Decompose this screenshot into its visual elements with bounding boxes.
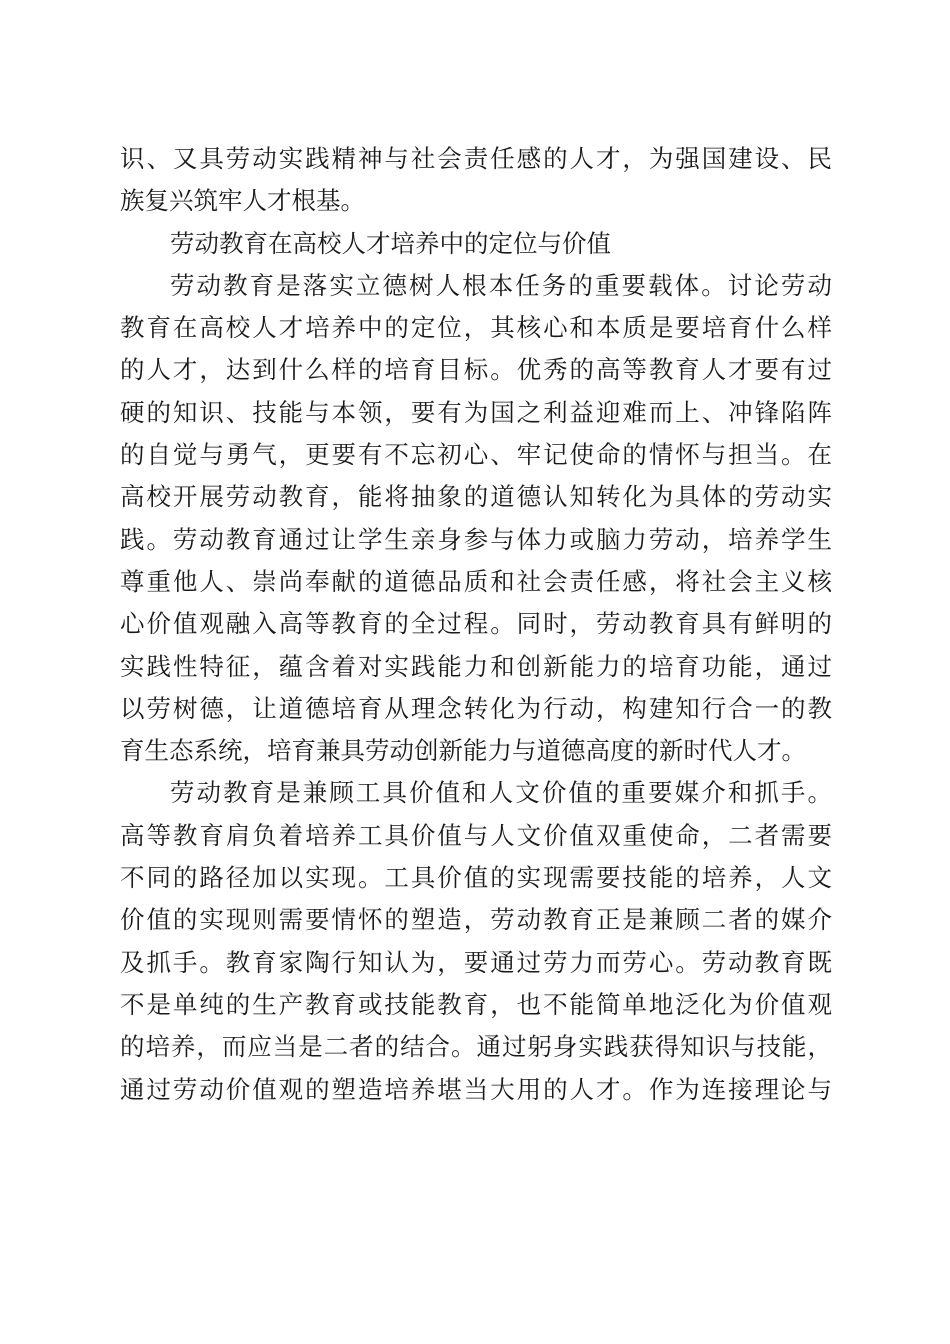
body-text [120, 138, 832, 1111]
text-line: 高等教育肩负着培养工具价值与人文价值双重使命，二者需要 [120, 820, 832, 850]
text-line: 劳动教育是落实立德树人根本任务的重要载体。讨论劳动 [170, 270, 832, 300]
text-line: 不是单纯的生产教育或技能教育，也不能简单地泛化为价值观 [120, 989, 832, 1019]
text-line: 的人才，达到什么样的培育目标。优秀的高等教育人才要有过 [120, 355, 832, 385]
text-line: 及抓手。教育家陶行知认为，要通过劳力而劳心。劳动教育既 [120, 947, 832, 977]
text-line: 硬的知识、技能与本领，要有为国之利益迎难而上、冲锋陷阵 [120, 397, 832, 427]
text-line: 识、又具劳动实践精神与社会责任感的人才，为强国建设、民 [120, 144, 832, 173]
text-line: 心价值观融入高等教育的全过程。同时，劳动教育具有鲜明的 [120, 609, 832, 639]
text-line: 教育在高校人才培养中的定位，其核心和本质是要培育什么样 [120, 313, 832, 343]
text-line: 不同的路径加以实现。工具价值的实现需要技能的培养，人文 [120, 863, 832, 893]
text-line: 践。劳动教育通过让学生亲身参与体力或脑力劳动，培养学生 [120, 524, 832, 554]
text-line: 价值的实现则需要情怀的塑造，劳动教育正是兼顾二者的媒介 [120, 905, 832, 935]
text-line: 高校开展劳动教育，能将抽象的道德认知转化为具体的劳动实 [120, 482, 832, 512]
text-line: 的培养，而应当是二者的结合。通过躬身实践获得知识与技能， [120, 1032, 832, 1062]
text-line: 劳动教育是兼顾工具价值和人文价值的重要媒介和抓手。 [170, 778, 832, 808]
text-line: 族复兴筑牢人才根基。 [120, 186, 365, 216]
text-line: 育生态系统，培育兼具劳动创新能力与道德高度的新时代人才。 [120, 736, 806, 766]
text-line: 通过劳动价值观的塑造培养堪当大用的人才。作为连接理论与 [120, 1074, 832, 1104]
text-line: 实践性特征，蕴含着对实践能力和创新能力的培育功能，通过 [120, 651, 832, 681]
text-line: 的自觉与勇气，更要有不忘初心、牢记使命的情怀与担当。在 [120, 440, 832, 470]
text-line: 以劳树德，让道德培育从理念转化为行动，构建知行合一的教 [120, 693, 832, 723]
section-heading: 劳动教育在高校人才培养中的定位与价值 [170, 228, 611, 258]
text-line: 尊重他人、崇尚奉献的道德品质和社会责任感，将社会主义核 [120, 566, 832, 596]
